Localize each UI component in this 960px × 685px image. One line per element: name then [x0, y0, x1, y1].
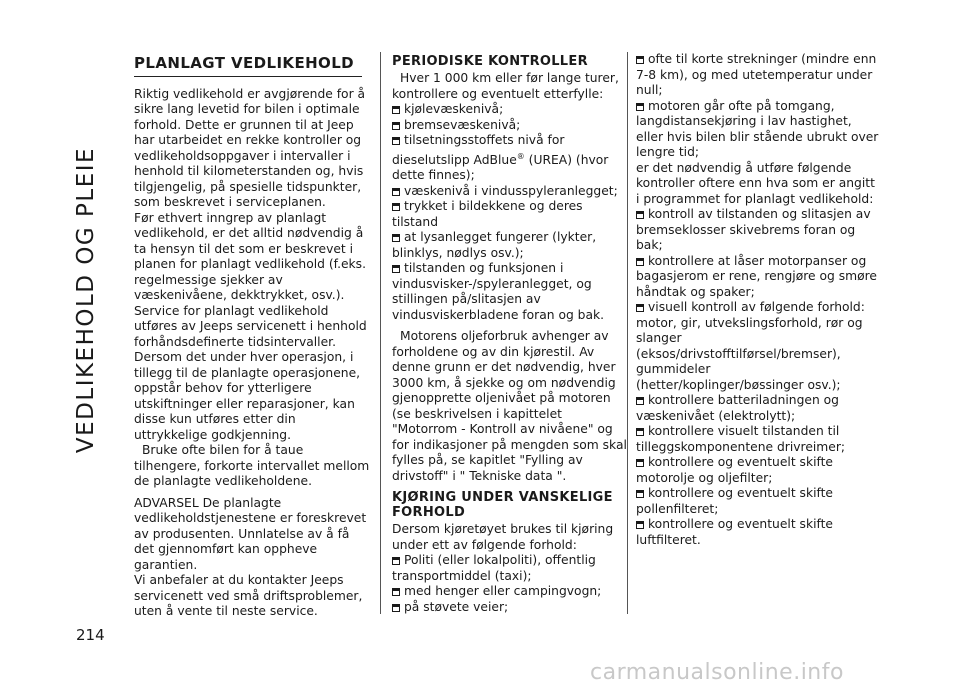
chapter-side-title: VEDLIKEHOLD OG PLEIE	[73, 146, 99, 454]
paragraph: Bruke ofte bilen for å taue tilhengere, forkorte intervallet mellom de planlagte vedlikeholdene.	[134, 443, 370, 488]
list-item: kontrollere og eventuelt skifte pollenfilteret;	[636, 486, 833, 516]
warning-paragraph: ADVARSEL De planlagte vedlikeholdstjenestene er foreskrevet av produsenten. Unnlatelse av å få det gjennomført kan oppheve garantien.	[134, 495, 367, 572]
paragraph: Riktig vedlikehold er avgjørende for å sikre lang levetid for bilen i optimale forhold. Dette er grunnen til at Jeep har utarbeidet en rekke kontroller og vedlikeholdsoppgaver i intervaller i henhold til kilometerstanden og, hvis tilgjengelig, på spesielle tidspunkter, som beskrevet i serviceplanen.	[134, 86, 366, 209]
column-3	[636, 52, 880, 548]
bullet-icon	[636, 521, 644, 529]
bullet-icon	[636, 103, 644, 111]
list-item: kontroll av tilstanden og slitasjen av bremseklosser skivebrems foran og bak;	[636, 207, 871, 252]
list-item: visuell kontroll av følgende forhold: motor, gir, utvekslingsforhold, rør og slanger (eksos/drivstofftilførsel/bremser), gummideler (hetter/koplinger/bøssinger osv.);	[636, 300, 865, 392]
list-item: kontrollere at låser motorpanser og bagasjerom er rene, rengjøre og smøre håndtak og spaker;	[636, 253, 877, 299]
paragraph: er det nødvendig å utføre følgende kontroller oftere enn hva som er angitt i programmet for planlagt vedlikehold:	[636, 160, 875, 206]
bullet-icon	[636, 211, 644, 219]
list-item: kontrollere visuelt tilstanden til tilleggskomponentene drivreimer;	[636, 424, 846, 454]
bullet-icon	[636, 428, 644, 436]
registered-mark: ®	[516, 151, 525, 161]
bullet-icon	[392, 557, 400, 565]
bullet-icon	[392, 106, 400, 114]
bullet-icon	[392, 604, 400, 612]
list-item: at lysanlegget fungerer (lykter, blinklys, nødlys osv.);	[392, 230, 597, 260]
list-item: kontrollere batteriladningen og væskenivået (elektrolytt);	[636, 393, 839, 423]
paragraph: Dersom kjøretøyet brukes til kjøring under ett av følgende forhold:	[392, 522, 614, 552]
bullet-icon	[392, 588, 400, 596]
list-item: tilstanden og funksjonen i vindusvisker-/spyleranlegget, og stillingen på/slitasjen av vindusviskerbladene foran og bak.	[392, 261, 605, 322]
column-divider	[380, 52, 381, 614]
list-item: motoren går ofte på tomgang, langdistansekjøring i lav hastighet, eller hvis bilen blir stående ubrukt over lengre tid;	[636, 98, 879, 159]
list-item: kontrollere og eventuelt skifte luftfilteret.	[636, 517, 833, 547]
list-item: kontrollere og eventuelt skifte motorolje og oljefilter;	[636, 455, 833, 485]
column-2	[392, 52, 628, 615]
list-item: kjølevæskenivå;	[392, 102, 628, 118]
list-item: ofte til korte strekninger (mindre enn 7-8 km), og med utetemperatur under null;	[636, 52, 877, 97]
bullet-icon	[392, 203, 400, 211]
bullet-icon	[636, 258, 644, 266]
section-heading-periodic-checks: PERIODISKE KONTROLLER	[392, 54, 588, 69]
column-1	[134, 52, 370, 620]
list-item: væskenivå i vindusspyleranlegget;	[392, 184, 628, 200]
bullet-icon	[636, 397, 644, 405]
watermark-text: carmanualsonline.info	[590, 660, 844, 685]
bullet-icon	[392, 234, 400, 242]
list-item: på støvete veier;	[392, 600, 628, 616]
paragraph: Vi anbefaler at du kontakter Jeeps servicenett ved små driftsproblemer, uten å vente til neste service.	[134, 573, 363, 618]
bullet-icon	[636, 304, 644, 312]
paragraph: Før ethvert inngrep av planlagt vedlikehold, er det alltid nødvendig å ta hensyn til det som er beskrevet i planen for planlagt vedlikehold (f.eks. regelmessige sjekker av væskenivåene, dekktrykket, osv.).	[134, 210, 366, 302]
section-heading-planned-maintenance: PLANLAGT VEDLIKEHOLD	[134, 56, 362, 77]
section-heading-difficult-conditions: KJØRING UNDER VANSKELIGE FORHOLD	[392, 490, 613, 521]
bullet-icon	[392, 188, 400, 196]
bullet-icon	[392, 265, 400, 273]
paragraph: Service for planlagt vedlikehold utføres av Jeeps servicenett i henhold forhåndsdefinerte tidsintervaller. Dersom det under hver operasjon, i tillegg til de planlagte operasjonene, oppstår behov for ytterligere utskiftninger eller reparasjoner, kan disse kun utføres etter din uttrykkelige godkjenning.	[134, 303, 367, 442]
paragraph: Motorens oljeforbruk avhenger av forholdene og av din kjørestil. Av denne grunn er det nødvendig, hver 3000 km, å sjekke og om nødvendig gjenopprette oljenivået på motoren (se beskrivelsen i kapittelet "Motorrom - Kontroll av nivåene" og for indikasjoner på mengden som skal fylles på, se kapitlet "Fylling av drivstoff" i " Tekniske data ".	[392, 329, 627, 483]
bullet-icon	[636, 459, 644, 467]
list-item: tilsetningsstoffets nivå for dieselutslipp AdBlue® (UREA) (hvor dette finnes);	[392, 133, 609, 183]
list-item: Politi (eller lokalpoliti), offentlig transportmiddel (taxi);	[392, 553, 596, 583]
bullet-icon	[636, 490, 644, 498]
bullet-icon	[392, 137, 400, 145]
bullet-icon	[392, 122, 400, 130]
paragraph: Hver 1 000 km eller før lange turer, kontrollere og eventuelt etterfylle:	[392, 71, 619, 101]
list-item: trykket i bildekkene og deres tilstand	[392, 199, 583, 229]
bullet-icon	[636, 56, 644, 64]
list-item: med henger eller campingvogn;	[392, 584, 628, 600]
page-number: 214	[76, 626, 105, 644]
list-item: bremsevæskenivå;	[392, 118, 628, 134]
